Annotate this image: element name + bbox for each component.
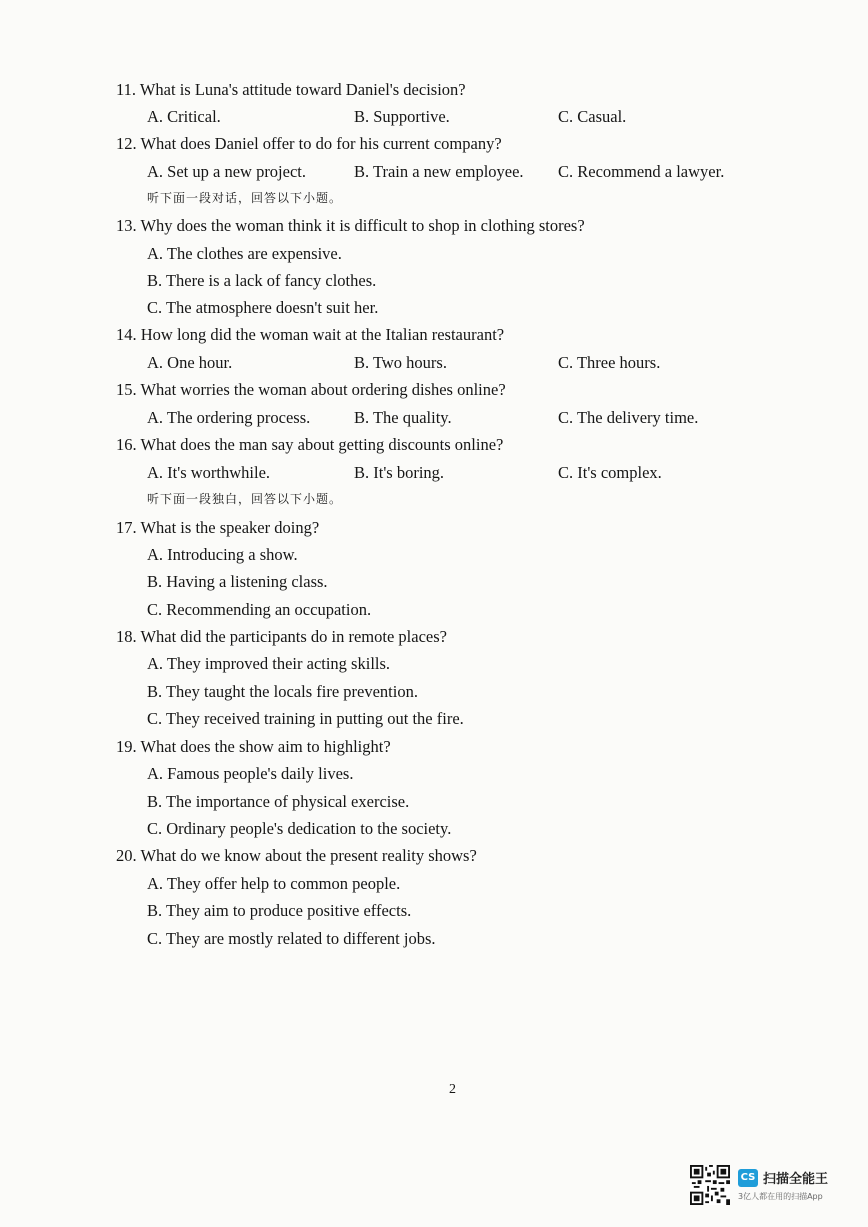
section-instruction-monologue: 听下面一段独白，回答以下小题。 (147, 492, 343, 506)
question-number: 17. (116, 518, 137, 537)
option-14a: A. One hour. (147, 353, 233, 372)
question-11 (116, 80, 466, 100)
question-17 (116, 518, 319, 538)
option-13c: C. The atmosphere doesn't suit her. (147, 298, 379, 317)
question-text: How long did the woman wait at the Italian restaurant? (140, 325, 505, 344)
section-instruction-dialogue: 听下面一段对话，回答以下小题。 (147, 191, 343, 205)
option-11a: A. Critical. (147, 107, 221, 126)
page-number: 2 (449, 1082, 456, 1097)
question-number: 15. (116, 380, 137, 399)
question-number: 11. (116, 80, 137, 99)
question-text: What is Luna's attitude toward Daniel's decision? (139, 80, 466, 99)
question-text: What worries the woman about ordering dishes online? (140, 380, 506, 399)
option-20c: C. They are mostly related to different jobs. (147, 929, 436, 948)
question-14 (116, 325, 504, 345)
scanner-watermark (690, 1165, 850, 1213)
qr-code-icon (690, 1165, 730, 1205)
option-15a: A. The ordering process. (147, 408, 311, 427)
question-text: What do we know about the present reality shows? (140, 846, 477, 865)
option-14c: C. Three hours. (558, 353, 661, 372)
question-text: Why does the woman think it is difficult to shop in clothing stores? (140, 216, 585, 235)
question-number: 16. (116, 435, 137, 454)
question-16 (116, 435, 503, 455)
option-12b: B. Train a new employee. (354, 162, 524, 181)
question-number: 19. (116, 737, 137, 756)
option-11b: B. Supportive. (354, 107, 450, 126)
question-15 (116, 380, 506, 400)
option-17b: B. Having a listening class. (147, 572, 328, 591)
option-19b: B. The importance of physical exercise. (147, 792, 410, 811)
question-text: What is the speaker doing? (140, 518, 320, 537)
question-text: What does the show aim to highlight? (140, 737, 391, 756)
option-14b: B. Two hours. (354, 353, 447, 372)
option-20a: A. They offer help to common people. (147, 874, 401, 893)
option-12a: A. Set up a new project. (147, 162, 306, 181)
option-11c: C. Casual. (558, 107, 627, 126)
question-number: 12. (116, 134, 137, 153)
option-18c: C. They received training in putting out the fire. (147, 709, 464, 728)
option-20b: B. They aim to produce positive effects. (147, 901, 412, 920)
question-number: 14. (116, 325, 137, 344)
option-16c: C. It's complex. (558, 463, 662, 482)
question-number: 13. (116, 216, 137, 235)
option-13a: A. The clothes are expensive. (147, 244, 342, 263)
question-text: What does Daniel offer to do for his current company? (140, 134, 502, 153)
camscanner-logo-icon: CS (738, 1169, 758, 1187)
option-17a: A. Introducing a show. (147, 545, 298, 564)
option-13b: B. There is a lack of fancy clothes. (147, 271, 377, 290)
option-16b: B. It's boring. (354, 463, 445, 482)
question-number: 18. (116, 627, 137, 646)
option-19a: A. Famous people's daily lives. (147, 764, 354, 783)
question-text: What did the participants do in remote places? (140, 627, 447, 646)
option-15b: B. The quality. (354, 408, 452, 427)
option-19c: C. Ordinary people's dedication to the society. (147, 819, 452, 838)
question-18 (116, 627, 447, 647)
option-18a: A. They improved their acting skills. (147, 654, 391, 673)
option-17c: C. Recommending an occupation. (147, 600, 372, 619)
question-text: What does the man say about getting discounts online? (140, 435, 504, 454)
option-12c: C. Recommend a lawyer. (558, 162, 725, 181)
option-18b: B. They taught the locals fire prevention. (147, 682, 418, 701)
question-19 (116, 737, 391, 757)
option-16a: A. It's worthwhile. (147, 463, 271, 482)
question-20 (116, 846, 477, 866)
question-number: 20. (116, 846, 137, 865)
question-12 (116, 134, 502, 154)
scanner-app-name: 扫描全能王 (763, 1172, 829, 1187)
option-15c: C. The delivery time. (558, 408, 699, 427)
scanner-slogan: 3亿人都在用的扫描App (738, 1192, 823, 1201)
question-13 (116, 216, 585, 236)
